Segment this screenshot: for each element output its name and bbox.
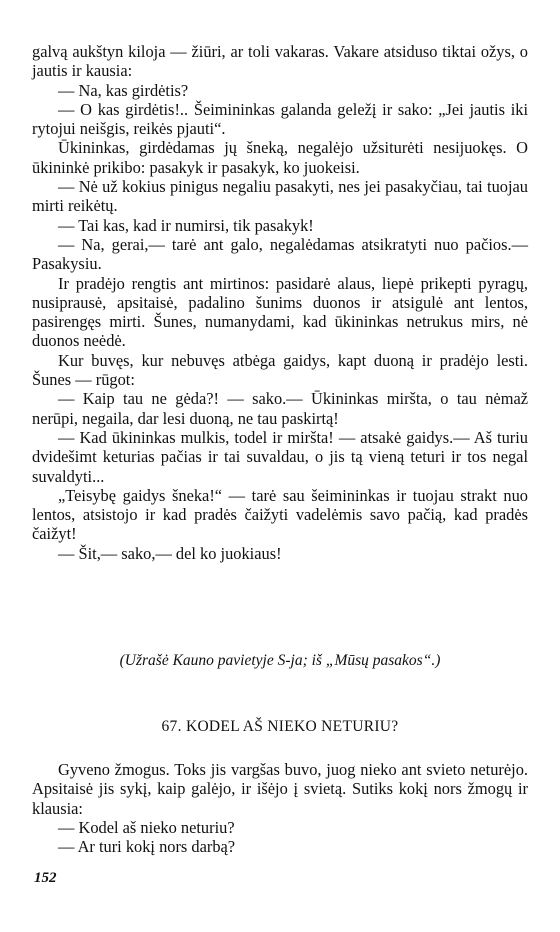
paragraph: Ir pradėjo rengtis ant mirtinos: pasidarė alaus, liepė prikepti pyragų, nusiprausė, apsitaisė, padalino šunims duonos ir atsigulė ant lentos, pasirengęs mirti. Šunes, numanydami, kad ūkininkas netrukus mirs, nė duonos neėdė.: [32, 273, 528, 351]
paragraph: — Ar turi kokį nors darbą?: [58, 837, 236, 857]
chapter-heading: 67. KODEL AŠ NIEKO NETURIU?: [161, 718, 399, 735]
paragraph: Ūkininkas, girdėdamas jų šneką, negalėjo užsiturėti nesijuokęs. O ūkininkė prikibo: pasakyk ir pasakyk, ko juokeisi.: [32, 138, 528, 177]
paragraph: — Tai kas, kad ir numirsi, tik pasakyk!: [58, 215, 314, 235]
paragraph: Kur buvęs, kur nebuvęs atbėga gaidys, kapt duoną ir pradėjo lesti. Šunes — rūgot:: [32, 350, 528, 390]
source-note: (Užrašė Kauno pavietyje S-ja; iš „Mūsų pasakos“.): [119, 652, 441, 669]
paragraph: — Nė už kokius pinigus negaliu pasakyti, nes jei pasakyčiau, tai tuojau mirti reikėtų.: [32, 177, 528, 216]
paragraph: — Kodel aš nieko neturiu?: [58, 817, 235, 837]
paragraph: galvą aukštyn kiloja — žiūri, ar toli vakaras. Vakare atsiduso tiktai ožys, o jautis ir kausia:: [32, 42, 528, 81]
paragraph: — Kaip tau ne gėda?! — sako.— Ūkininkas miršta, o tau nėmaž nerūpi, negaila, dar lesi duoną, ne tau paskirtą!: [32, 389, 528, 428]
paragraph: — Na, gerai,— tarė ant galo, negalėdamas atsikratyti nuo pačios.— Pasakysiu.: [32, 234, 528, 274]
paragraph: „Teisybę gaidys šneka!“ — tarė sau šeimininkas ir tuojau strakt nuo lentos, atsistojo ir kad pradės čaižyti vadelėmis savo pačią, kad pradės čaižyt!: [32, 485, 528, 544]
paragraph: — O kas girdėtis!.. Šeimininkas galanda geležį ir sako: „Jei jautis iki rytojui neišgis, reikės pjauti“.: [32, 99, 528, 139]
page-number: 152: [34, 870, 57, 886]
chapter-text: [32, 760, 528, 856]
story-text: [32, 42, 528, 563]
paragraph: Gyveno žmogus. Toks jis vargšas buvo, juog nieko ant svieto neturėjo. Apsitaisė jis sykį, kaip galėjo, ir išėjo į svietą. Sutiks kokį nors žmogų ir klausia:: [32, 760, 528, 818]
paragraph: — Šit,— sako,— del ko juokiaus!: [58, 543, 282, 563]
paragraph: — Na, kas girdėtis?: [58, 80, 189, 100]
paragraph: — Kad ūkininkas mulkis, todel ir miršta! — atsakė gaidys.— Aš turiu dvidešimt keturias pačias ir tai suvaldau, o jis tą vieną teturi ir tos negal suvaldyti...: [32, 427, 528, 486]
